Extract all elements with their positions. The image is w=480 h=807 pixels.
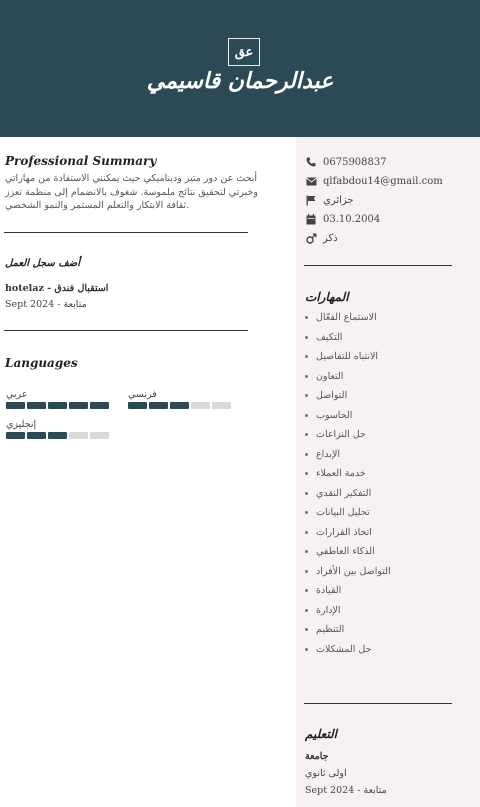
- sidebar-divider-1: [304, 265, 452, 266]
- summary-title: Professional Summary: [5, 154, 157, 168]
- skill-item: [305, 347, 391, 367]
- skill-label: التعاون: [316, 370, 344, 382]
- skill-item: [305, 562, 391, 582]
- summary-text: أبحث عن دور متير وديناميكي حيث يمكنني الاستفادة من مهاراتي وخبرتي لتحقيق نتائج ملموسة. شغوف بالانضمام إلى منظمة تعزز ثقافة الابتكار والتعلم المستمر والنمو الشخصي.: [5, 173, 258, 211]
- bullet-icon: [305, 648, 308, 651]
- level-bar-filled: [6, 402, 25, 409]
- education-institution: جامعة: [305, 751, 329, 762]
- skill-item: [305, 503, 391, 523]
- skill-item: [305, 367, 391, 387]
- contact-email: [305, 175, 443, 187]
- skill-label: الحاسوب: [316, 409, 353, 421]
- skill-item: [305, 620, 391, 640]
- education-title: التعليم: [305, 727, 337, 741]
- skill-item: [305, 406, 391, 426]
- skill-item: [305, 484, 391, 504]
- level-bar-filled: [48, 402, 67, 409]
- level-bar-filled: [48, 432, 67, 439]
- skill-item: [305, 542, 391, 562]
- skills-list: [305, 308, 391, 659]
- level-bar-filled: [149, 402, 168, 409]
- bullet-icon: [305, 492, 308, 495]
- skill-label: الاستماع الفعّال: [316, 312, 377, 324]
- bullet-icon: [305, 570, 308, 573]
- skill-item: [305, 328, 391, 348]
- bullet-icon: [305, 336, 308, 339]
- skill-label: تحليل البيانات: [316, 507, 370, 519]
- bullet-icon: [305, 355, 308, 358]
- bullet-icon: [305, 589, 308, 592]
- skill-item: [305, 581, 391, 601]
- skill-label: التكيف: [316, 331, 343, 343]
- language-level-bars: [6, 402, 109, 409]
- full-name: عبدالرحمان قاسيمي: [146, 68, 334, 94]
- work-title: أضف سجل العمل: [5, 258, 80, 269]
- work-job: hotelaz - استقبال فندق: [5, 283, 109, 294]
- skill-item: [305, 601, 391, 621]
- language-level-bars: [6, 432, 109, 439]
- bullet-icon: [305, 316, 308, 319]
- level-bar-empty: [90, 432, 109, 439]
- skill-item: [305, 445, 391, 465]
- level-bar-empty: [191, 402, 210, 409]
- bullet-icon: [305, 375, 308, 378]
- skill-label: التنظيم: [316, 624, 345, 636]
- skill-item: [305, 308, 391, 328]
- bullet-icon: [305, 531, 308, 534]
- nationality: جزائري: [323, 194, 354, 206]
- skill-item: [305, 640, 391, 660]
- flag-icon: [305, 194, 317, 206]
- bullet-icon: [305, 609, 308, 612]
- bullet-icon: [305, 511, 308, 514]
- envelope-icon: [305, 175, 317, 187]
- skill-item: [305, 386, 391, 406]
- education-level: اولى ثانوي: [305, 768, 347, 779]
- skill-label: التفكير النقدي: [316, 487, 372, 499]
- skill-label: القيادة: [316, 585, 342, 597]
- level-bar-filled: [170, 402, 189, 409]
- language-name: إنجليزي: [6, 419, 37, 430]
- level-bar-empty: [69, 432, 88, 439]
- sidebar-divider-2: [304, 703, 452, 704]
- skill-label: الذكاء العاطفي: [316, 546, 375, 558]
- skill-label: اتخاذ القرارات: [316, 526, 372, 538]
- level-bar-filled: [128, 402, 147, 409]
- bullet-icon: [305, 433, 308, 436]
- phone-number: 0675908837: [323, 156, 387, 168]
- work-date: Sept 2024 - متابعة: [5, 299, 87, 310]
- phone-icon: [305, 156, 317, 168]
- bullet-icon: [305, 394, 308, 397]
- bullet-icon: [305, 414, 308, 417]
- contact-nationality: [305, 194, 354, 206]
- level-bar-filled: [69, 402, 88, 409]
- main-divider-2: [4, 330, 248, 331]
- skill-label: التواصل: [316, 390, 348, 402]
- contact-birthdate: [305, 213, 380, 225]
- level-bar-filled: [90, 402, 109, 409]
- birthdate: 03.10.2004: [323, 213, 381, 225]
- email-address: qlfabdou14@gmail.com: [323, 175, 443, 187]
- skill-label: خدمة العملاء: [316, 468, 366, 480]
- language-level-bars: [128, 402, 231, 409]
- skill-item: [305, 464, 391, 484]
- skill-item: [305, 425, 391, 445]
- skill-label: الإبداع: [316, 448, 340, 460]
- initials-monogram: عق: [228, 38, 260, 66]
- level-bar-filled: [27, 402, 46, 409]
- bullet-icon: [305, 550, 308, 553]
- bullet-icon: [305, 472, 308, 475]
- calendar-icon: [305, 213, 317, 225]
- bullet-icon: [305, 453, 308, 456]
- skill-label: الانتباه للتفاصيل: [316, 351, 379, 363]
- skill-label: التواصل بين الأفراد: [316, 565, 391, 577]
- skill-label: حل النزاعات: [316, 429, 366, 441]
- contact-gender: [305, 232, 338, 244]
- gender: ذكر: [323, 232, 338, 244]
- language-name: عربي: [6, 389, 28, 400]
- level-bar-filled: [27, 432, 46, 439]
- skill-item: [305, 523, 391, 543]
- gender-icon: [305, 232, 317, 244]
- skills-title: المهارات: [305, 290, 349, 304]
- language-name: فرنسي: [128, 389, 157, 400]
- bullet-icon: [305, 628, 308, 631]
- skill-label: الإدارة: [316, 604, 341, 616]
- level-bar-empty: [212, 402, 231, 409]
- contact-phone: [305, 156, 387, 168]
- skill-label: حل المشكلات: [316, 643, 372, 655]
- level-bar-filled: [6, 432, 25, 439]
- languages-title: Languages: [5, 356, 78, 370]
- education-date: Sept 2024 - متابعة: [305, 785, 387, 796]
- header-banner: [0, 0, 480, 137]
- main-divider-1: [4, 232, 248, 233]
